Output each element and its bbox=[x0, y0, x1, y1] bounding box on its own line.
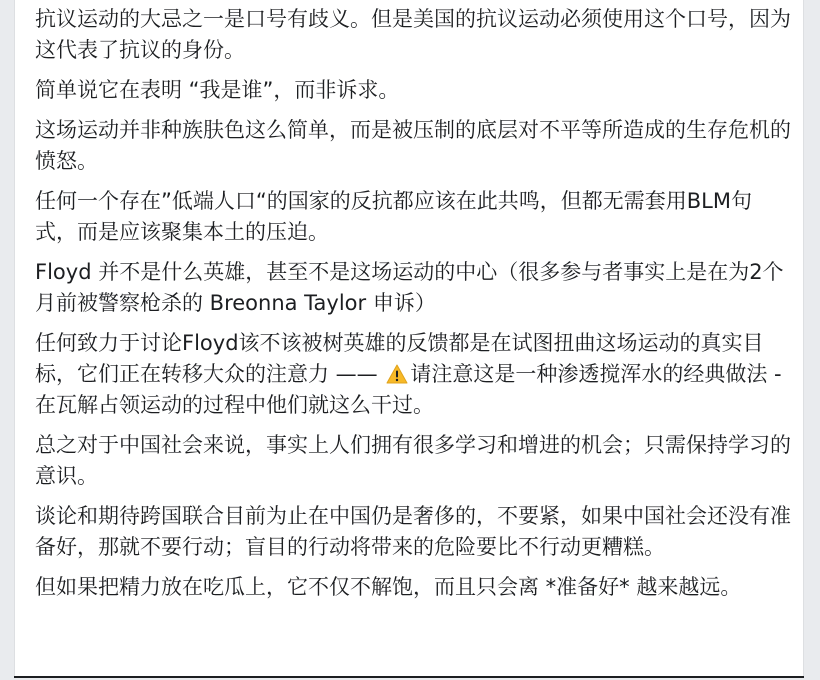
post-paragraph-4: 任何一个存在”低端人口“的国家的反抗都应该在此共鸣，但都无需套用BLM句式，而是应该聚集本土的压迫。 bbox=[35, 189, 752, 244]
warning-text-after: 请注意这是一种渗透搅浑水的经典做法 - 在瓦解占领运动的过程中他们就这么干过。 bbox=[35, 362, 789, 417]
post-paragraph-5: Floyd 并不是什么英雄，甚至不是这场运动的中心（很多参与者事实上是在为2个月前被警察枪杀的 Breonna Taylor 申诉） bbox=[35, 260, 784, 315]
warning-text-before: 任何致力于讨论Floyd该不该被树英雄的反馈都是在试图扭曲这场运动的真实目标，它们正在转移大众的注意力 —— bbox=[35, 331, 764, 386]
post-paragraph-7: 谈论和期待跨国联合目前为止在中国仍是奢侈的，不要紧，如果中国社会还没有准备好，那就不要行动；盲目的行动将带来的危险要比不行动更糟糕。 bbox=[35, 504, 791, 559]
bottom-divider bbox=[14, 676, 804, 678]
post-paragraph-6: 总之对于中国社会来说，事实上人们拥有很多学习和增进的机会；只需保持学习的意识。 bbox=[35, 433, 791, 488]
post-body bbox=[35, 4, 791, 612]
post-paragraph-1: 抗议运动的大忌之一是口号有歧义。但是美国的抗议运动必须使用这个口号，因为这代表了抗议的身份。 bbox=[35, 7, 791, 62]
post-paragraph-warning bbox=[35, 328, 791, 421]
post-paragraph-8: 但如果把精力放在吃瓜上，它不仅不解饱，而且只会离 *准备好* 越来越远。 bbox=[35, 575, 742, 599]
post-card bbox=[14, 0, 804, 676]
post-paragraph-3: 这场运动并非种族肤色这么简单，而是被压制的底层对不平等所造成的生存危机的愤怒。 bbox=[35, 118, 791, 173]
warning-icon bbox=[386, 362, 408, 382]
post-paragraph-2: 简单说它在表明 “我是谁”，而非诉求。 bbox=[35, 78, 400, 102]
